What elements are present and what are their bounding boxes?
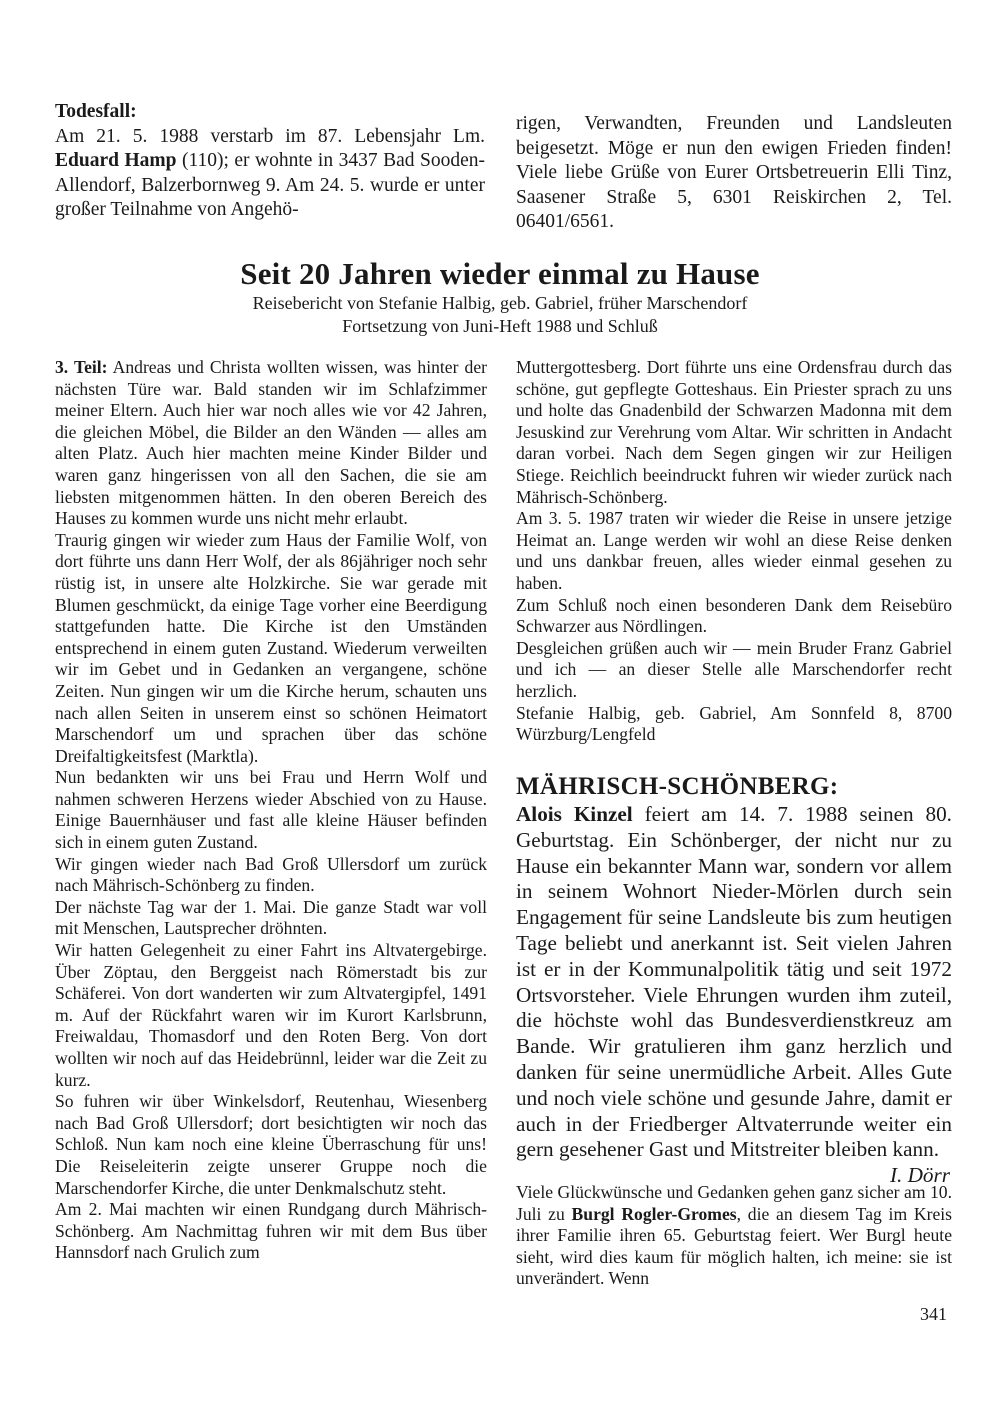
article-title: Seit 20 Jahren wieder einmal zu Hause <box>240 256 760 291</box>
paragraph: Wir gingen wieder nach Bad Groß Ullersdorf um zurück nach Mährisch-Schönberg zu finden. <box>55 853 487 896</box>
death-notice <box>55 100 485 223</box>
author-address: Stefanie Halbig, geb. Gabriel, Am Sonnfeld 8, 8700 Würzburg/Lengfeld <box>516 702 952 745</box>
birthday-notice: Alois Kinzel feiert am 14. 7. 1988 seinen 80. Geburtstag. Ein Schönberger, der nicht nur zu Hause ein bekannter Mann war, sondern vor allem in seinem Wohnort Nieder-Mörlen durch sein Engagement für seine Landsleute bis zum heutigen Tage beliebt und anerkannt ist. Seit vielen Jahren ist er in der Kommunalpolitik tätig und seit 1972 Ortsvorsteher. Viele Ehrungen wurden ihm zuteil, die höchste wohl das Bundesverdienstkreuz am Bande. Wir gratulieren ihm ganz herzlich und danken für seine unermüdliche Arbeit. Alles Gute und noch viele schöne und gesunde Jahre, damit er auch in der Friedberger Altvaterrunde weiter ein gern gesehener Gast und Mitstreiter bleiben kann. <box>516 802 952 1162</box>
page-number: 341 <box>920 1304 947 1324</box>
part-label: 3. Teil: <box>55 357 108 377</box>
paragraph: Zum Schluß noch einen besonderen Dank dem Reisebüro Schwarzer aus Nördlingen. <box>516 594 952 637</box>
paragraph: Der nächste Tag war der 1. Mai. Die ganze Stadt war voll mit Menschen, Lautsprecher dröhnten. <box>55 896 487 939</box>
schoenberg-section <box>516 772 952 1189</box>
paragraph: Am 2. Mai machten wir einen Rundgang durch Mährisch-Schönberg. Am Nachmittag fuhren wir mit dem Bus über Hannsdorf nach Grulich zum <box>55 1199 487 1263</box>
paragraph: Desgleichen grüßen auch wir — mein Bruder Franz Gabriel und ich — an dieser Stelle alle Marschendorfer recht herzlich. <box>516 637 952 701</box>
article-subtitle: Reisebericht von Stefanie Halbig, geb. Gabriel, früher Marschendorf <box>252 293 748 313</box>
birthday-notice: Viele Glückwünsche und Gedanken gehen ganz sicher am 10. Juli zu Burgl Rogler-Gromes, die an diesem Tag im Kreis ihrer Familie ihren 65. Geburtstag feiert. Wer Burgl heute sieht, wird dies kaum für möglich halten, ich meine: sie ist unverändert. Wenn <box>516 1182 952 1289</box>
article-header <box>0 256 1000 337</box>
article-right-column <box>516 357 952 746</box>
paragraph: Nun bedankten wir uns bei Frau und Herrn Wolf und nahmen schweren Herzens wieder Abschied von zu Hause. Einige Bauernhäuser und fast alle kleine Häuser befinden sich in einem guten Zustand. <box>55 767 487 853</box>
death-notice-text: Am 21. 5. 1988 verstarb im 87. Lebensjahr Lm. Eduard Hamp (110); er wohnte in 3437 Bad Sooden-Allendorf, Balzerbornweg 9. Am 24. 5. wurde er unter großer Teilnahme von Angehö- <box>55 125 485 220</box>
signature: I. Dörr <box>889 1163 950 1188</box>
deceased-name: Eduard Hamp <box>55 150 177 171</box>
death-notice-heading: Todesfall: <box>55 101 137 122</box>
burgl-section <box>516 1182 952 1290</box>
celebrant-name: Alois Kinzel <box>516 802 633 826</box>
section-heading: MÄHRISCH-SCHÖNBERG: <box>516 773 839 800</box>
article-left-column <box>55 357 487 1264</box>
paragraph: Traurig gingen wir wieder zum Haus der Familie Wolf, von dort führte uns dann Herr Wolf, der als 86jähriger noch sehr rüstig ist, in unsere alte Holzkirche. Sie war gerade mit Blumen geschmückt, da einige Tage vorher eine Beerdigung stattgefunden hatte. Die Kirche ist den Umständen entsprechend in einem guten Zustand. Wiederum verweilten wir im Gebet und in Gedanken an vergangene, schöne Zeiten. Nun gingen wir um die Kirche herum, schauten uns nach allen Seiten in unserem einst so schönen Heimatort Marschendorf um und sprachen über das schöne Dreifaltigkeitsfest (Marktla). <box>55 529 487 766</box>
article-continuation-note: Fortsetzung von Juni-Heft 1988 und Schluß <box>342 315 658 336</box>
paragraph: So fuhren wir über Winkelsdorf, Reutenhau, Wiesenberg nach Bad Groß Ullersdorf; dort besichtigten wir noch das Schloß. Nun kam noch eine kleine Überraschung für uns! Die Reiseleiterin zeigte unserer Gruppe noch die Marschendorfer Kirche, die unter Denkmalschutz steht. <box>55 1091 487 1198</box>
paragraph: Am 3. 5. 1987 traten wir wieder die Reise in unsere jetzige Heimat an. Lange werden wir wohl an diese Reise denken und uns dankbar freuen, alles wieder einmal gesehen zu haben. <box>516 508 952 593</box>
paragraph: Muttergottesberg. Dort führte uns eine Ordensfrau durch das schöne, gut gepflegte Gotteshaus. Ein Priester sprach zu uns und holte das Gnadenbild der Schwarzen Madonna mit dem Jesuskind zur Verehrung vom Altar. Wir schritten in Andacht daran vorbei. Nach dem Segen gingen wir zur Heiligen Stiege. Reichlich beeindruckt fuhren wir wieder zurück nach Mährisch-Schönberg. <box>516 357 952 507</box>
death-notice-continuation: rigen, Verwandten, Freunden und Landsleuten beigesetzt. Möge er nun den ewigen Frieden finden! Viele liebe Grüße von Eurer Ortsbetreuerin Elli Tinz, Saasener Straße 5, 6301 Reiskirchen 2, Tel. 06401/6561. <box>516 113 952 232</box>
paragraph: Wir hatten Gelegenheit zu einer Fahrt ins Altvatergebirge. Über Zöptau, den Berggeist nach Römerstadt bis zur Schäferei. Von dort wanderten wir zum Altvatergipfel, 1491 m. Auf der Rückfahrt waren wir im Kurort Karlsbrunn, Freiwaldau, Thomasdorf und den Roten Berg. Von dort wollten wir noch auf das Heidebrünnl, leider war die Zeit zu kurz. <box>55 940 487 1090</box>
celebrant-name: Burgl Rogler-Gromes <box>571 1203 737 1224</box>
paragraph: 3. Teil: Andreas und Christa wollten wissen, was hinter der nächsten Türe war. Bald standen wir im Schlafzimmer meiner Eltern. Auch hier war noch alles wie vor 42 Jahren, die gleichen Möbel, die Bilder an den Wänden — alles am alten Platz. Auch hier machten meine Kinder Bilder und waren ganz hingerissen von all den Sachen, die sie am liebsten mitgenommen hätten. In den oberen Bereich des Hauses zu kommen wurde uns nicht mehr erlaubt. <box>55 357 487 529</box>
